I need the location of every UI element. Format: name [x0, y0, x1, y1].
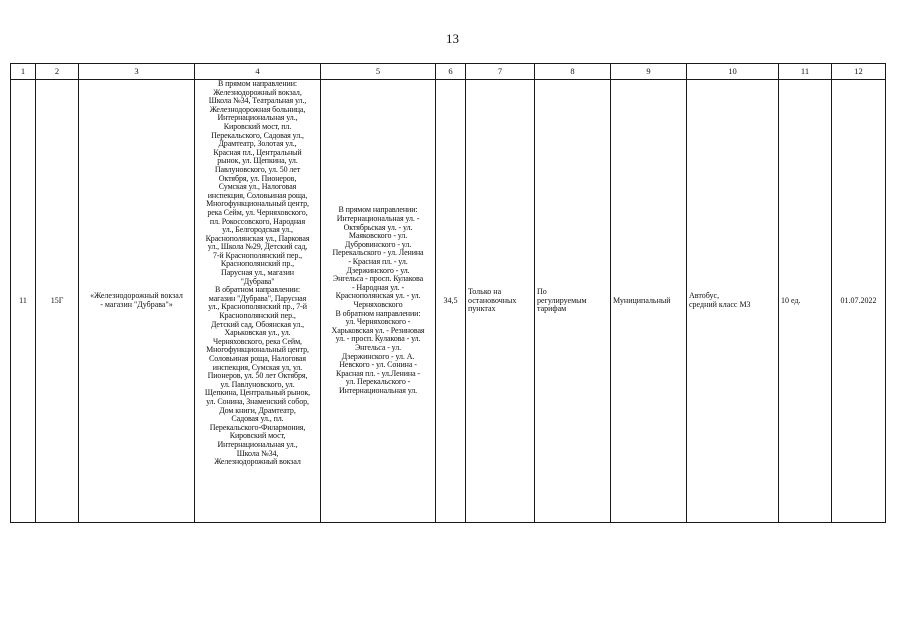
column-header-1: 1 [11, 64, 36, 80]
cell-vehicle-class: Автобус, средний класс М3 [687, 80, 779, 523]
column-header-7: 7 [466, 64, 535, 80]
cell-stop-order: Только на остановочных пунктах [466, 80, 535, 523]
cell-route-number: 15Г [36, 80, 79, 523]
cell-start-date: 01.07.2022 [832, 80, 886, 523]
cell-tariff: По регулируемым тарифам [535, 80, 611, 523]
column-header-3: 3 [79, 64, 195, 80]
cell-stops-list: В прямом направлении: Железнодорожный вокзал, Школа №34, Театральная ул., Железнодорожная больница, Интернациональная ул., Кировский мост, пл. Перекальского, Садовая ул., Драмтеатр, Золотая ул., Красная пл., Центральный рынок, ул. Щепкина, ул. Павлуновского, ул. 50 лет Октября, ул. Пионеров, Сумская ул., Налоговая инспекция, Соловьиная роща, Многофункциональный центр, река Сейм, ул. Черняховского, пл. Рокоссовского, Народная ул., Белгородская ул., Краснополянская ул., Парковая ул., Школа №29, Детский сад, 7-й Краснополянский пер., Краснополянский пр., Парусная ул., магазин "Дубрава" В обратном направлении: магазин "Дубрава", Парусная ул., Краснополянский пр., 7-й Краснополянский пер., Детский сад, Обоянская ул., Харьковская ул., ул. Черняховского, река Сейм, Многофункциональный центр, Соловьиная роща, Налоговая инспекция, Сумская ул, ул. Пионеров, ул. 50 лет Октября, ул. Павлуновского, ул. Щепкина, Центральный рынок, ул. Сонина, Знаменский собор, Дом книги, Драмтеатр, Садовая ул., пл. Перекальского-Филармония, Кировский мост, Интернациональная ул., Школа №34, Железнодорожный вокзал [195, 80, 321, 523]
column-header-6: 6 [436, 64, 466, 80]
cell-streets-list: В прямом направлении: Интернациональная ул. - Октябрьская ул. - ул. Маяковского - ул. Дубровинского - ул. Перекальского - ул. Ленина - Красная пл. - ул. Дзержинского - ул. Энгельса - просп. Кулакова - Народная ул. - Краснополянская ул. - ул. Черняховского В обратном направлении: ул. Черняховского - Харьковская ул. - Резиновая ул. - просп. Кулакова - ул. Энгельса - ул. Дзержинского - ул. А. Невского - ул. Сонина - Красная пл. - ул.Ленина - ул. Перекальского - Интернациональная ул. [321, 80, 436, 523]
header-row [11, 64, 886, 80]
cell-row-number: 11 [11, 80, 36, 523]
column-header-10: 10 [687, 64, 779, 80]
column-header-2: 2 [36, 64, 79, 80]
column-header-5: 5 [321, 64, 436, 80]
route-registry-table [10, 63, 886, 523]
column-header-4: 4 [195, 64, 321, 80]
column-header-11: 11 [779, 64, 832, 80]
column-header-8: 8 [535, 64, 611, 80]
table-row [11, 80, 886, 523]
cell-vehicle-quantity: 10 ед. [779, 80, 832, 523]
cell-transport-type: Муниципальный [611, 80, 687, 523]
cell-route-name: «Железнодорожный вокзал - магазин "Дубрава"» [79, 80, 195, 523]
column-header-12: 12 [832, 64, 886, 80]
cell-route-length: 34,5 [436, 80, 466, 523]
column-header-9: 9 [611, 64, 687, 80]
page-number: 13 [446, 31, 459, 46]
